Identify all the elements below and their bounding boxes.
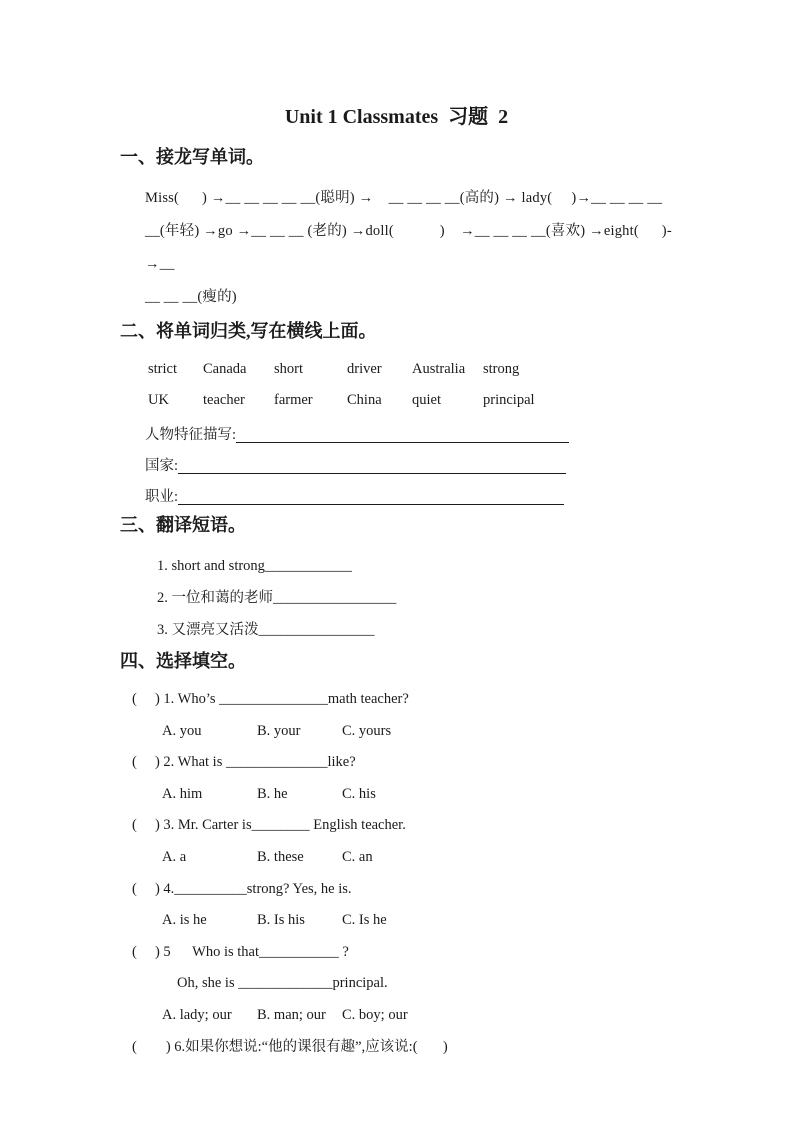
translation-item-3: 3. 又漂亮又活泼________________ (157, 622, 375, 638)
answer-blank-line (178, 499, 564, 505)
question-4: ( ) 4.__________strong? Yes, he is. (132, 880, 352, 897)
option-c: C. Is he (342, 912, 387, 929)
word-bank-row-2 (148, 385, 793, 416)
word-bank-row-1 (148, 354, 793, 385)
option-b: B. these (257, 848, 304, 865)
option-a: A. a (162, 848, 187, 865)
option-c: C. his (342, 785, 376, 802)
category-traits (145, 419, 793, 450)
word-strong: strong (483, 361, 520, 377)
question-3-options (162, 842, 793, 874)
translation-item-1: 1. short and strong____________ (157, 558, 352, 574)
category-jobs-label: 职业: (145, 489, 179, 505)
option-b: B. he (257, 785, 288, 802)
category-jobs (145, 481, 793, 512)
question-5: ( ) 5 Who is that___________ ? (132, 943, 349, 960)
option-a: A. is he (162, 912, 207, 929)
word-strict: strict (148, 361, 177, 377)
word-australia: Australia (412, 361, 466, 377)
word-bank (0, 354, 793, 416)
word-uk: UK (148, 392, 169, 408)
option-c: C. boy; our (342, 1006, 408, 1023)
word-quiet: quiet (412, 392, 441, 408)
question-1-options (162, 716, 793, 748)
question-2: ( ) 2. What is ______________like? (132, 754, 356, 771)
word-driver: driver (347, 361, 382, 377)
question-5-answer-line: Oh, she is _____________principal. (177, 975, 388, 992)
question-2-options (162, 779, 793, 811)
question-6: ( ) 6.如果你想说:“他的课很有趣”,应该说:( ) (132, 1038, 448, 1055)
option-b: B. Is his (257, 912, 305, 929)
section1-heading: 一、接龙写单词。 (120, 147, 264, 167)
option-b: B. your (257, 722, 301, 739)
section2-heading: 二、将单词归类,写在横线上面。 (120, 321, 377, 341)
word-principal: principal (483, 392, 535, 408)
page-title: Unit 1 Classmates 习题 2 (284, 106, 509, 128)
word-teacher: teacher (203, 392, 245, 408)
word-china: China (347, 392, 382, 408)
section4-heading: 四、选择填空。 (120, 651, 246, 671)
question-4-options (162, 905, 793, 937)
word-chain-line-3: __ __ __(瘦的) (145, 289, 237, 305)
word-farmer: farmer (274, 392, 313, 408)
question-1: ( ) 1. Who’s _______________math teacher? (132, 691, 409, 707)
section3-heading: 三、翻译短语。 (120, 515, 246, 535)
category-countries (145, 450, 793, 481)
word-chain-line-2: __(年轻) →go →__ __ __ (老的) →doll( ) →__ __ __ __(喜欢) →eight( )- →__ (145, 223, 676, 272)
multiple-choice-list (0, 684, 793, 1063)
section1-word-chain (0, 182, 793, 314)
option-a: A. you (162, 722, 202, 739)
translation-item-2: 2. 一位和蔼的老师_________________ (157, 590, 397, 606)
translation-list (0, 550, 793, 646)
option-a: A. him (162, 785, 203, 802)
category-traits-label: 人物特征描写: (145, 427, 237, 443)
question-3: ( ) 3. Mr. Carter is________ English teacher. (132, 817, 406, 834)
word-canada: Canada (203, 361, 247, 377)
option-c: C. an (342, 848, 373, 865)
category-countries-label: 国家: (145, 458, 179, 474)
word-chain-line-1: Miss( ) →__ __ __ __ __(聪明) → __ __ __ __(高的) → lady( )→__ __ __ __ (145, 190, 663, 206)
answer-blank-line (236, 437, 569, 443)
option-b: B. man; our (257, 1006, 326, 1023)
answer-blank-line (178, 468, 566, 474)
word-short: short (274, 361, 303, 377)
option-c: C. yours (342, 722, 392, 739)
category-lines (0, 419, 793, 512)
question-5-options (162, 1000, 793, 1032)
option-a: A. lady; our (162, 1006, 232, 1023)
